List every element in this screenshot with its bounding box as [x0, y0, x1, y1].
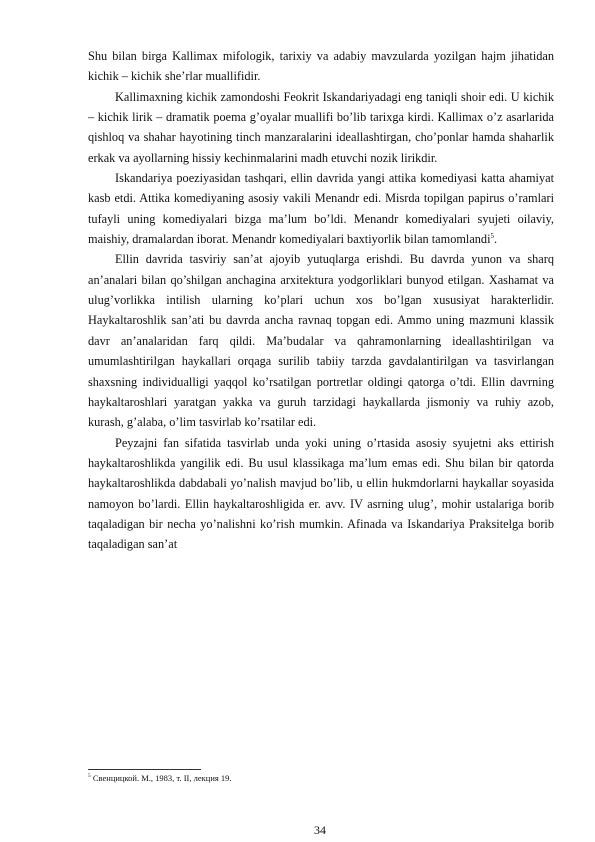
paragraph-3-end: .	[494, 232, 498, 247]
paragraph-2: Kallimaxning kichik zamondoshi Feokrit Iskandariyadagi eng taniqli shoir edi. U kichik – kichik lirik – dramatik poema g’oyalar muallifi bo’lib tarixga kirdi. Kallimax o’z asarlarida qishloq va shahar hayotining tinch manzaralarini ideallashtirgan, cho’ponlar hamda shaharlik erkak va ayollarning hissiy kechinmalarini madh etuvchi nozik lirikdir.	[88, 89, 554, 165]
paragraph-3-text: Iskandariya poeziyasidan tashqari, ellin davrida yangi attika komediyasi katta ahamiyat kasb etdi. Attika komediyaning asosiy vakili Menandr edi. Misrda topilgan papirus o’ramlari tufayli uning komediyalari bizga ma’lum bo’ldi. Menandr komediyalari syujeti oilaviy, maishiy, dramalardan iborat. Menandr komediyalari baxtiyorlik bilan tamomlandi	[88, 171, 554, 247]
footnote-ref-5[interactable]: 5	[490, 232, 494, 240]
paragraph-5: Peyzajni fan sifatida tasvirlab unda yoki uning o’rtasida asosiy syujetni aks ettirish haykaltaroshlikda yangilik edi. Bu usul klassikaga ma’lum emas edi. Shu bilan bir qatorda haykaltaroshlikda dabdabali yo’nalish mavjud bo’lib, u ellin hukmdorlarni haykallar soyasida namoyon bo’lardi. Ellin haykaltaroshligida er. avv. IV asrning ulug’, mohir ustalariga borib taqaladigan bir necha yo’nalishni ko’rish mumkin. Afinada va Iskandariya Praksitelga borib taqaladigan san’at	[88, 435, 554, 552]
paragraph-1: Shu bilan birga Kallimax mifologik, tarixiy va adabiy mavzularda yozilgan hajm jihatidan kichik – kichik she’rlar muallifidir.	[88, 49, 554, 84]
footnote-marker: 5	[88, 773, 91, 780]
paragraph-4: Ellin davrida tasviriy san’at ajoyib yutuqlarga erishdi. Bu davrda yunon va sharq an’analari bilan qo’shilgan anchagina arxitektura yodgorliklari bunyod etilgan. Xashamat va ulug’vorlikka intilish ularning ko’plari uchun xos bo’lgan xususiyat harakterlidir. Haykaltaroshlik san’ati bu davrda ancha ravnaq topgan edi. Ammo uning mazmuni klassik davr an’analaridan farq qildi. Ma’budalar va qahramonlarning ideallashtirilgan va umumlashtirilgan haykallari orqaga surilib tabiiy tarzda gavdalantirilgan va tasvirlangan shaxsning individualligi yaqqol ko’rsatilgan portretlar oldingi qatorga o’tdi. Ellin davrning haykaltaroshlari yaratgan yakka va guruh tarzidagi haykallarda jismoniy va ruhiy azob, kurash, g’alaba, o’lim tasvirlab ko’rsatilar edi.	[88, 252, 554, 430]
page-number: 34	[314, 823, 326, 837]
body-text	[88, 46, 554, 555]
paragraph-3	[88, 168, 554, 249]
footnote-text: Свенцицкой. М., 1983, т. II, лекция 19.	[90, 773, 232, 783]
footnote	[88, 773, 554, 784]
footnote-divider	[88, 769, 201, 770]
